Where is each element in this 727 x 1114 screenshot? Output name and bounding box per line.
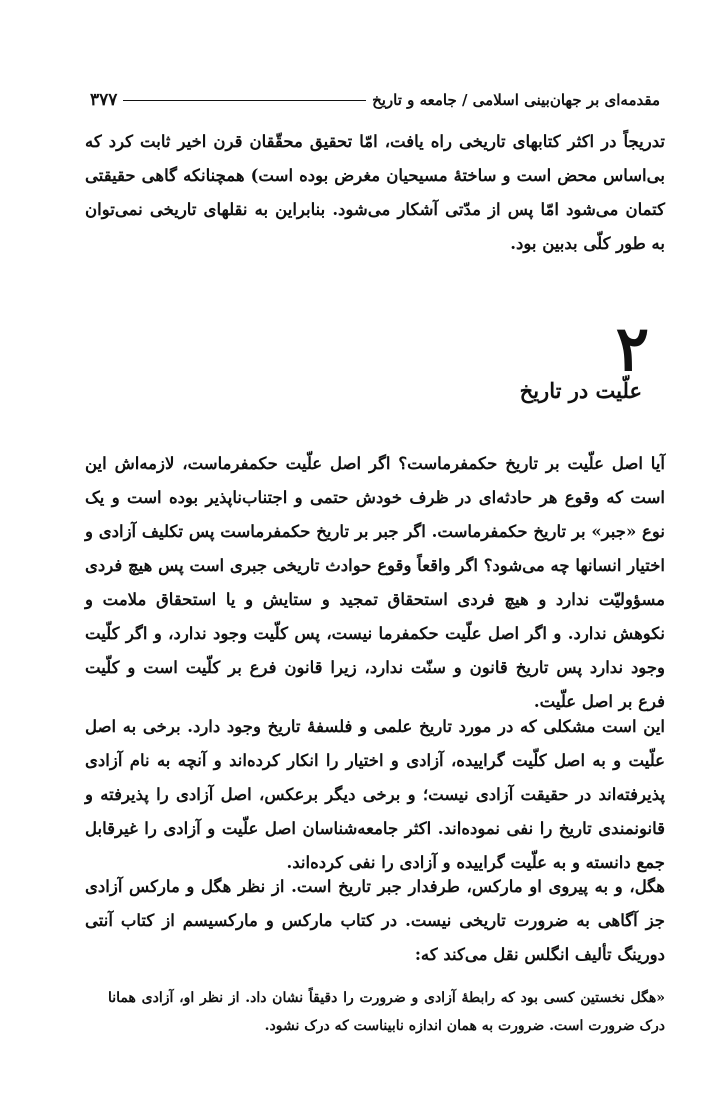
running-header <box>90 88 660 112</box>
block-quote: «هگل نخستین کسی بود که رابطهٔ آزادی و ضرورت را دقیقاً نشان داد. از نظر او، آزادی همانا درک ضرورت است. ضرورت به همان اندازه نابیناست که درک نشود. <box>108 990 665 1034</box>
paragraph-problem: این است مشکلی که در مورد تاریخ علمی و فلسفهٔ تاریخ وجود دارد. برخی به اصل علّیت و به اصل کلّیت گراییده، آزادی و اختیار را انکار کرده‌اند و آنچه به نام آزادی پذیرفته‌اند در حقیقت آزادی نیست؛ و برخی دیگر برعکس، اصل آزادی را پذیرفته و قانونمندی تاریخ را نفی نموده‌اند. اکثر جامعه‌شناسان اصل علّیت و آزادی را غیرقابل جمع دانسته و به علّیت گراییده و آزادی را نفی کرده‌اند. <box>85 717 665 872</box>
chapter-title: علّیت در تاریخ <box>519 378 642 403</box>
chapter-number: ۲ <box>615 312 649 385</box>
paragraph-hegel-marx: هگل، و به پیروی او مارکس، طرفدار جبر تاریخ است. از نظر هگل و مارکس آزادی جز آگاهی به ضرورت تاریخی نیست. در کتاب مارکس و مارکسیسم از کتاب آنتی دورینگ تألیف انگلس نقل می‌کند که: <box>85 877 665 964</box>
paragraph-causality-question: آیا اصل علّیت بر تاریخ حکمفرماست؟ اگر اصل علّیت حکمفرماست، لازمه‌اش این است که وقوع هر حادثه‌ای در ظرف خودش حتمی و اجتناب‌ناپذیر بوده است و یک نوع «جبر» بر تاریخ حکمفرماست. اگر جبر بر تاریخ حکمفرماست پس تکلیف آزادی و اختیار انسانها چه می‌شود؟ اگر واقعاً وقوع حوادث تاریخی جبری است پس هیچ فردی مسؤولیّت ندارد و هیچ فردی استحقاق تمجید و ستایش و یا استحقاق ملامت و نکوهش ندارد. و اگر اصل علّیت حکمفرما نیست، پس کلّیت وجود ندارد، و اگر کلّیت وجود ندارد پس تاریخ قانون و سنّت ندارد، زیرا قانون فرع بر کلّیت است و کلّیت فرع بر اصل علّیت. <box>85 454 665 711</box>
header-rule <box>123 100 366 101</box>
paragraph-intro: تدریجاً در اکثر کتابهای تاریخی راه یافت، امّا تحقیق محقّقان قرن اخیر ثابت کرد که بی‌اساس محض است و ساختهٔ مسیحیان مغرض بوده است) همچنانکه گاهی حقیقتی کتمان می‌شود امّا پس از مدّتی آشکار می‌شود. بنابراین به نقلهای تاریخی نمی‌توان به طور کلّی بدبین بود. <box>85 132 665 253</box>
header-title: مقدمه‌ای بر جهان‌بینی اسلامی / جامعه و تاریخ <box>372 91 660 109</box>
page-number: ۳۷۷ <box>90 90 118 110</box>
